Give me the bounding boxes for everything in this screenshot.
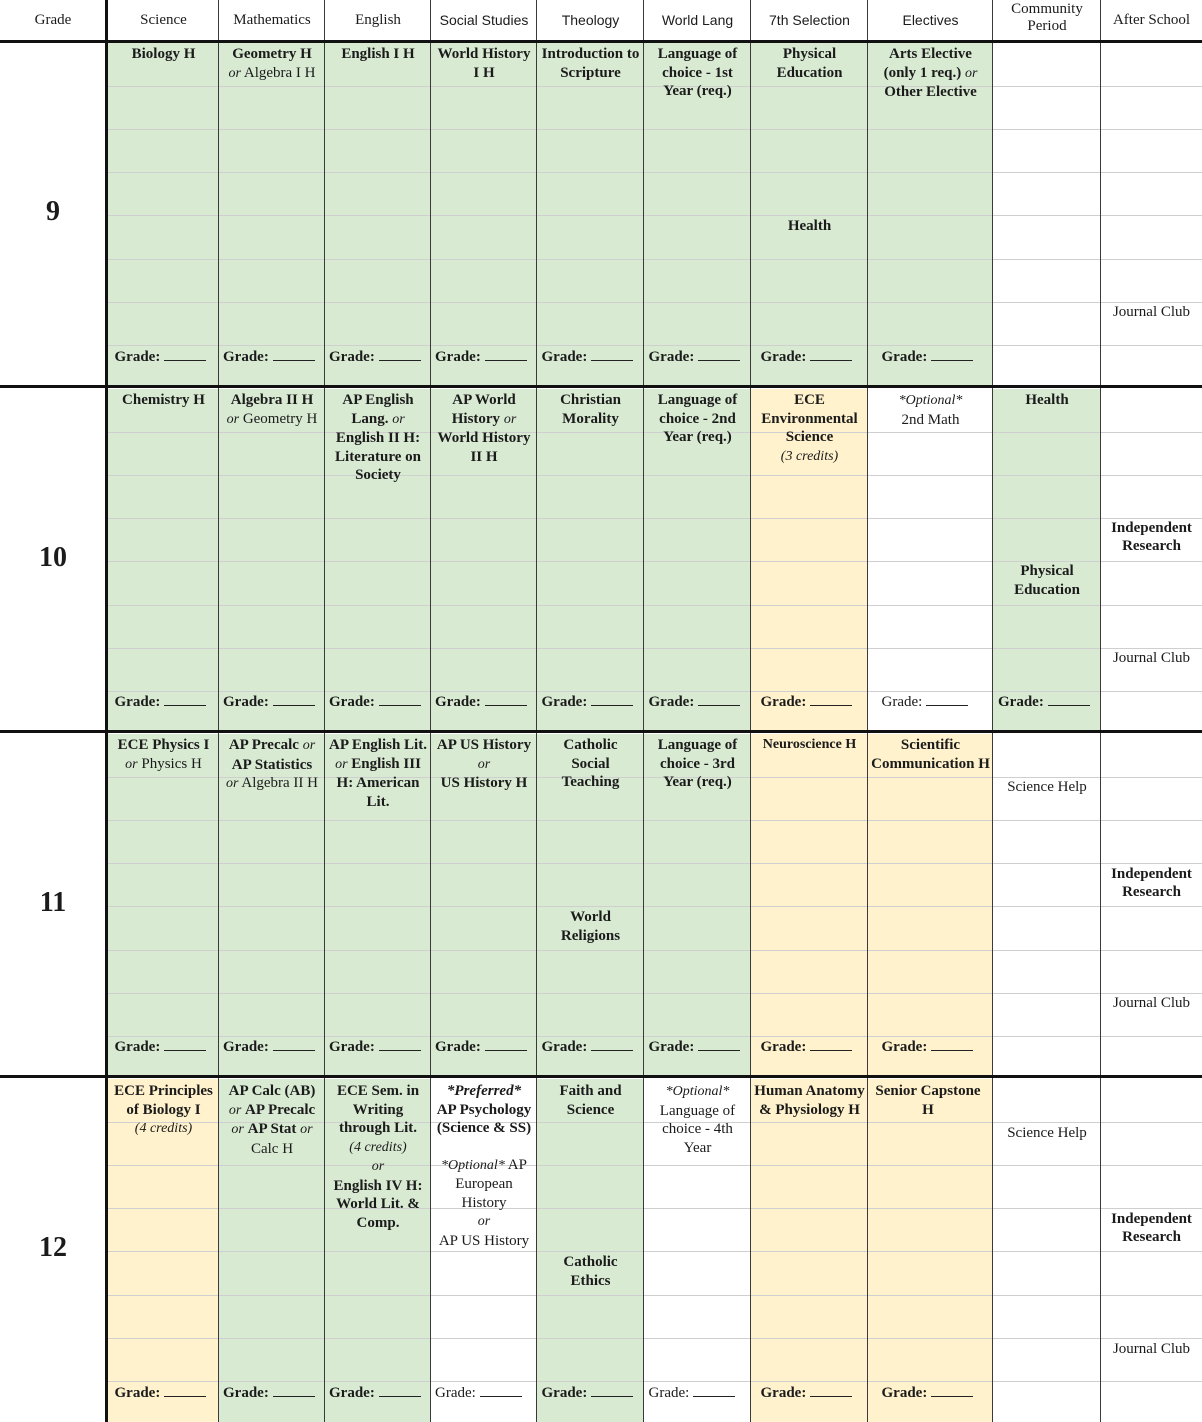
header-after-school: After School [1112,11,1191,28]
course-name: AP Precalc [245,1101,316,1118]
gridline [108,820,1202,821]
grade-blank-line[interactable] [810,1038,852,1051]
grade-blank[interactable] [435,348,527,366]
credits-note: (4 credits) [134,1121,193,1136]
course-name: Geometry H [232,46,312,62]
course-ap-english-lang [327,391,429,485]
grade-blank-line[interactable] [379,348,421,361]
gridline [108,906,1202,907]
grade-blank[interactable] [649,1384,736,1402]
grade-blank-line[interactable] [379,693,421,706]
grade-blank-label: Grade: [760,349,807,365]
course-ap-calc-ab [219,1082,325,1158]
grade-9-label: 9 [46,196,60,227]
course-senior-capstone: Senior Capstone H [875,1083,981,1118]
or-connector: or [228,65,241,81]
gridline [108,950,1202,951]
course-ece-environmental-science [753,391,866,466]
grade-blank[interactable] [649,1038,741,1056]
course-name: Arts Elective (only 1 req.) [883,46,972,81]
grade-blank[interactable] [329,348,421,366]
after-school-independent-research: Independent Research [1111,1211,1192,1245]
course-ap-psychology [433,1082,535,1250]
course-ece-physics-1 [108,736,219,774]
grade-blank-label: Grade: [881,694,923,710]
course-ap-precalc [219,736,325,794]
grade-blank[interactable] [649,693,741,711]
after-school-independent-research: Independent Research [1111,520,1192,554]
or-connector: or [503,411,517,427]
course-intro-scripture: Introduction to Scripture [541,46,640,81]
grade-blank-line[interactable] [164,693,206,706]
gridline [108,1251,1202,1252]
gridline [108,475,1202,476]
course-name: AP Statistics [231,756,313,773]
gridline [108,259,1202,260]
grade-blank-label: Grade: [881,349,928,365]
after-school-journal-club: Journal Club [1112,995,1191,1011]
course-name: AP World History [451,392,516,427]
grade-blank-line[interactable] [810,1384,852,1397]
course-biology-h: Biology H [131,46,196,62]
gridline [108,518,1202,519]
gridline [108,129,1202,130]
community-physical-education: Physical Education [1014,563,1080,598]
course-ap-us-history [433,736,535,793]
course-language-4th-year [648,1082,747,1157]
header-community-period: Community Period [1011,1,1083,34]
course-world-history-1-h: World History I H [437,46,531,81]
grade-blank-label: Grade: [435,349,481,365]
grade-blank-label: Grade: [998,694,1044,710]
grade-blank-line[interactable] [591,1384,633,1397]
or-connector: or [371,1159,385,1174]
after-school-journal-club: Journal Club [1112,304,1191,320]
grade-blank-label: Grade: [329,1385,375,1401]
course-optional-2nd-math [868,391,993,429]
gridline [108,302,1202,303]
grade-blank-label: Grade: [760,1039,807,1055]
grade-blank-line[interactable] [273,348,315,361]
course-scientific-communication-h: Scientific Communication H [871,737,990,772]
course-ece-sem-writing [326,1082,430,1232]
gridline [108,1381,1202,1382]
grade-blank-line[interactable] [273,693,315,706]
grade-blank-line[interactable] [810,348,852,361]
community-science-help: Science Help [1007,1125,1087,1141]
preferred-tag: *Preferred* [446,1083,522,1099]
gridline [108,863,1202,864]
grade-blank-line[interactable] [810,693,852,706]
gridline [108,1165,1202,1166]
grade-blank-label: Grade: [541,694,588,710]
or-connector: or [477,1214,491,1229]
grade-blank-label: Grade: [760,694,807,710]
grade-blank-line[interactable] [164,1384,206,1397]
grade-blank[interactable] [329,1384,421,1402]
or-connector: or [226,411,240,427]
or-connector: or [392,411,405,427]
after-school-journal-club: Journal Club [1112,650,1191,666]
or-connector: or [125,756,138,772]
or-connector: or [477,756,491,772]
grade-blank[interactable] [761,1384,853,1402]
grade-blank-line[interactable] [591,1038,633,1051]
course-neuroscience-h: Neuroscience H [762,737,857,752]
gridline [108,345,1202,346]
optional-tag: *Optional* [898,393,963,408]
grade-blank[interactable] [882,1384,974,1402]
header-world-lang: World Lang [661,11,734,28]
community-science-help: Science Help [1007,779,1087,795]
course-name: AP European History [455,1156,527,1211]
course-world-religions: World Religions [560,909,621,944]
grade-blank-line[interactable] [591,348,633,361]
grade-blank-line[interactable] [485,1038,527,1051]
header-theology: Theology [561,11,620,28]
grade-blank-label: Grade: [223,1385,269,1401]
grade-blank-line[interactable] [480,1384,522,1397]
grade-blank[interactable] [115,348,207,366]
grade-blank-label: Grade: [881,1039,928,1055]
course-name: AP US History [436,737,532,753]
course-name: AP Calc (AB) [228,1083,316,1099]
or-connector: or [225,776,239,791]
header-social-studies: Social Studies [439,11,529,28]
grade-blank-line[interactable] [931,348,973,361]
grade-blank-label: Grade: [435,1385,476,1401]
grade-blank-line[interactable] [698,693,740,706]
grade-blank-line[interactable] [931,1384,973,1397]
grade-12-label: 12 [39,1232,67,1263]
course-name: ECE Physics I [117,737,210,753]
course-health: Health [787,218,832,234]
grade-blank-line[interactable] [164,1038,206,1051]
after-school-independent-research: Independent Research [1111,866,1192,900]
course-chemistry-h: Chemistry H [122,392,205,408]
course-algebra-2-h [219,391,325,429]
course-name: English III H: American Lit. [336,755,421,810]
grade-blank-line[interactable] [698,348,740,361]
grade-blank-label: Grade: [114,349,161,365]
gridline [108,1338,1202,1339]
grade-blank[interactable] [115,693,207,711]
course-name: AP English Lang. [342,392,414,427]
course-name: Language of choice - 4th Year [659,1102,736,1156]
grade-blank-label: Grade: [541,349,588,365]
grade-blank-label: Grade: [329,1039,375,1055]
or-connector: or [335,756,348,772]
grade-blank-label: Grade: [329,694,375,710]
grade-blank-line[interactable] [485,693,527,706]
course-english-1-h: English I H [341,46,415,62]
course-name: Algebra II H [230,392,314,408]
gridline [108,1295,1202,1296]
gridline [108,215,1202,216]
grade-blank[interactable] [223,348,315,366]
grade-blank[interactable] [649,348,741,366]
grade-blank-line[interactable] [1048,693,1090,706]
course-name: US History H [440,775,528,791]
grade-blank[interactable] [542,1384,634,1402]
grade-blank-label: Grade: [114,1039,161,1055]
grade-blank[interactable] [761,348,853,366]
course-faith-and-science: Faith and Science [559,1083,622,1118]
grade-blank[interactable] [542,1038,634,1056]
optional-tag: *Optional* [665,1084,730,1099]
grade-blank[interactable] [542,693,634,711]
grade-blank[interactable] [761,1038,853,1056]
course-name: English IV H: World Lit. & Comp. [333,1177,423,1231]
course-human-anatomy: Human Anatomy & Physiology H [754,1083,865,1118]
header-english: English [355,11,401,28]
or-connector: or [228,1102,242,1118]
gridline [108,605,1202,606]
grade-blank-label: Grade: [114,1385,161,1401]
course-name: AP Stat [247,1121,297,1137]
course-name: ECE Sem. in Writing through Lit. [336,1083,420,1136]
grade-blank[interactable] [761,693,853,711]
course-ap-english-lit [327,736,429,811]
course-name: AP Psychology (Science & SS) [436,1101,532,1136]
gridline [108,691,1202,692]
grade-blank-label: Grade: [881,1385,928,1401]
grade-blank-label: Grade: [223,694,269,710]
grade-blank-label: Grade: [223,349,269,365]
grade-blank-line[interactable] [273,1384,315,1397]
grade-blank-line[interactable] [379,1038,421,1051]
grade-blank-line[interactable] [485,348,527,361]
course-name: Calc H [250,1140,294,1157]
gridline [108,1036,1202,1037]
grade-blank-label: Grade: [760,1385,807,1401]
course-name: English II H: Literature on Society [335,430,421,483]
grade-blank[interactable] [882,348,974,366]
grade-blank-label: Grade: [648,694,695,710]
course-name: World History II H [437,430,531,465]
grade-blank-label: Grade: [223,1039,269,1055]
grade-blank[interactable] [223,1038,315,1056]
community-health: Health [1025,392,1069,408]
course-ece-principles-biology [108,1082,219,1139]
grade-blank-label: Grade: [541,1385,588,1401]
course-arts-elective [872,45,989,102]
course-christian-morality: Christian Morality [560,392,621,427]
gridline [108,648,1202,649]
or-connector: or [231,1122,244,1137]
course-language-1st-year: Language of choice - 1st Year (req.) [657,46,738,99]
grade-blank[interactable] [435,1384,522,1402]
course-name: AP English Lit. [329,737,427,753]
grade-blank-label: Grade: [648,1385,690,1401]
course-name: Physics H [141,755,202,772]
grade-blank[interactable] [435,693,527,711]
after-school-journal-club: Journal Club [1112,1341,1191,1357]
grade-blank-line[interactable] [693,1384,735,1397]
gridline [108,1208,1202,1209]
grade-blank[interactable] [542,348,634,366]
grade-blank[interactable] [882,693,969,711]
or-connector: or [964,65,978,81]
grade-blank[interactable] [115,1384,207,1402]
grade-blank[interactable] [998,693,1090,711]
course-catholic-ethics: Catholic Ethics [563,1254,618,1289]
grade-11-label: 11 [39,887,67,918]
course-name: AP Precalc [228,737,299,753]
grade-blank-line[interactable] [926,693,968,706]
course-geometry-h [219,45,325,83]
grade-blank-line[interactable] [698,1038,740,1051]
course-language-3rd-year: Language of choice - 3rd Year (req.) [657,737,738,790]
grade-blank[interactable] [882,1038,974,1056]
grade-blank-label: Grade: [329,349,375,365]
grade-blank-line[interactable] [379,1384,421,1397]
grade-blank[interactable] [329,693,421,711]
grade-blank-line[interactable] [931,1038,973,1051]
grade-blank-label: Grade: [435,694,481,710]
grade-blank[interactable] [115,1038,207,1056]
header-7th-selection: 7th Selection [769,11,850,28]
credits-note: (3 credits) [780,448,839,464]
course-name: Algebra I H [243,64,316,81]
course-catholic-social-teaching: Catholic Social Teaching [561,737,620,790]
course-name: Algebra II H [241,775,319,791]
grade-blank-line[interactable] [164,348,206,361]
gridline [108,993,1202,994]
or-connector: or [302,738,316,753]
or-connector: or [300,1122,313,1137]
grade-blank-line[interactable] [273,1038,315,1051]
grade-10-label: 10 [39,542,67,573]
header-mathematics: Mathematics [233,11,311,28]
credits-note: (4 credits) [349,1139,407,1155]
grade-blank-label: Grade: [648,1039,695,1055]
course-name: 2nd Math [901,411,960,428]
grade-blank-label: Grade: [541,1039,588,1055]
optional-tag: *Optional* [441,1157,505,1173]
header-science: Science [140,11,187,28]
grade-blank-label: Grade: [114,694,161,710]
course-name: ECE Principles of Biology I [114,1083,213,1118]
gridline [108,172,1202,173]
grade-blank[interactable] [329,1038,421,1056]
course-ap-world-history [437,391,531,466]
course-physical-education: Physical Education [776,46,843,81]
course-name: Other Elective [884,84,977,100]
grade-blank[interactable] [223,1384,315,1402]
course-name: AP US History [438,1232,530,1249]
grade-blank[interactable] [435,1038,527,1056]
grade-blank[interactable] [223,693,315,711]
course-name: Geometry H [242,410,318,427]
grade-blank-label: Grade: [435,1039,481,1055]
grade-blank-label: Grade: [648,349,695,365]
course-language-2nd-year: Language of choice - 2nd Year (req.) [657,392,738,445]
header-electives: Electives [902,11,959,28]
header-grade: Grade [34,11,72,28]
course-name: ECE Environmental Science [761,392,858,445]
grade-blank-line[interactable] [591,693,633,706]
